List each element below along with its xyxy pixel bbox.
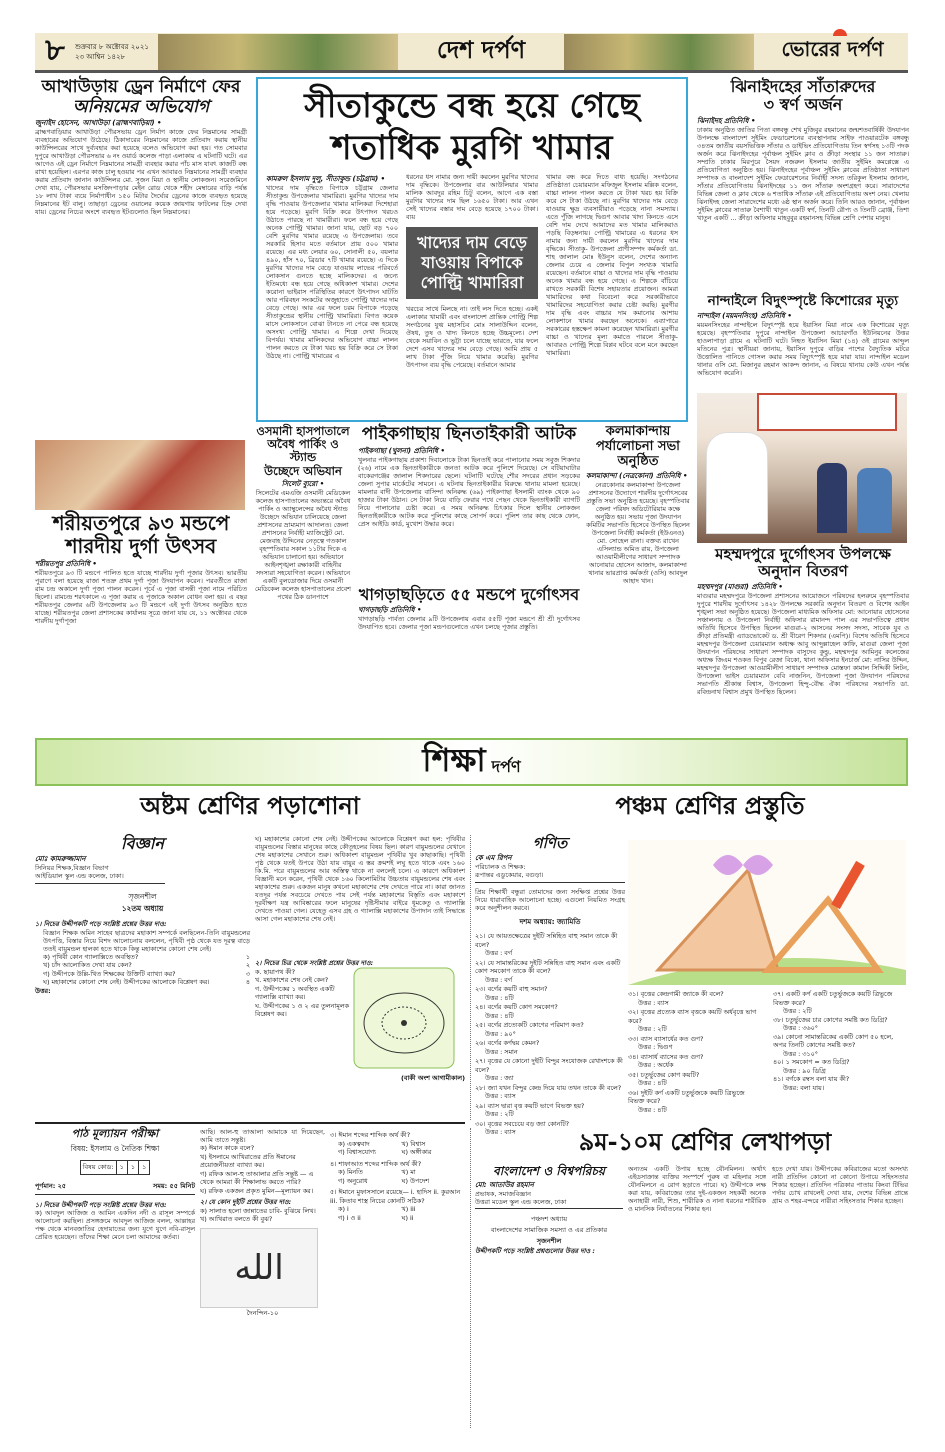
author-role: সিনিয়র শিক্ষক,বিজ্ঞান বিভাগ (35, 864, 109, 873)
qa-answer: উত্তর : ৪টি (638, 1105, 667, 1114)
question-stem: উদ্দীপকটি পড়ে সংশ্লিষ্ট প্রশ্নগুলোর উত্তর দাও : (475, 1246, 595, 1255)
test-title: পাঠ মূল্যায়ন পরীক্ষা (71, 1127, 159, 1140)
mcq-options (330, 1168, 465, 1185)
qa-answer: উত্তর : বর্গ (485, 949, 513, 958)
article-body: মাগুরার মহম্মদপুরে উপজেলা প্রশাসনের আয়োজনে পরিষদের হলরুমে বৃহস্পতিবার দুপুরে শারদীয় দুর্গোৎসব ১৪২৮ উপলক্ষে সরকারি অনুদান বিতরণ ও বিশেষ আইন শৃঙ্খলা সভা অনুষ্ঠিত হয়েছে। উপজেলা মাধ্যমিক অফিসার মো: আনোয়ার হোসেনের সঞ্চালনায় ও উপজেলা নির্বাহী অফিসার রামানন্দ পাল এর সভাপতিত্বে প্রধান অতিথি হিসেবে উপস্থিত ছিলেন মাগুরা-২ আসনের সংসদ সদস্য, সাবেক যুব ও ক্রীড়া প্রতিমন্ত্রী এ্যাডভোকেট ড. শ্রী বীরেণ শিকদার (এমপি)। বিশেষ অতিথি হিসেবে মহম্মদপুর উপজেলা চেয়ারম্যান অধ্যক্ষ আবু আব্দুল্লাহেল কাফি, মাগুরা জেলা পূজা উদযাপন পরিষদের সাধারণ সম্পাদক বাসুদেব কুন্ডু, মহম্মদপুর আমিনুর কলেজের অধ্যক্ষ জিএম শওকত বিপুব রেজা বিকো, থানা অফিসার ইনচার্জ মো: নাসির উদ্দিন, মহম্মদপুর উপজেলা আওয়ামীলীগ সাধারণ সম্পাদক মোস্তফা কামাল সিদ্দিকী লিটন, উপজেলা ভাইস চেয়ারম্যান বেবি নাজনিন, উপজেলা পূজা উদযাপন পরিষদের সভাপতি শ্রীকান্ত বিশ্বাস, উপজেলা হিন্দু-বৌদ্ধ ঐক্য পরিষদের সভাপতি ডা. রবিন্দ্রনাথ বিশ্বাস প্রমুখ উপস্থিত ছিলেন। (697, 591, 909, 696)
question-part: গ) রফিক আল-হু তাআলার প্রতি সন্তুষ্ট — এ থেকে আমরা কী শিক্ষালাভ করতে পারি? (200, 1169, 314, 1186)
qa-question: ২৭। বৃত্তের যে কোনো দুইটি বিন্দুর সংযোজক রেখাংশকে কী বলে? (475, 1057, 623, 1074)
page-number: ৮ (45, 33, 65, 68)
intro-text: প্রিয় শিক্ষার্থী বন্ধুরা তোমাদের জন্য সংক্ষিপ্ত প্রশ্নের উত্তর নিয়ে ধারাবাহিক আলোচনা হচ্ছে। এগুলো নিয়মিত সংগ্রহ করে অনুশীলন করবে। (475, 888, 625, 913)
headline (35, 512, 247, 558)
headline-line: কলমাকান্দায় (605, 424, 671, 439)
author: মো: আতাউর রহমান (475, 1180, 534, 1189)
headline: পাইকগাছায় ছিনতাইকারী আটক (361, 424, 577, 444)
article-nandail (697, 294, 909, 390)
headline-line: শতাধিক মুরগি খামার (331, 128, 613, 168)
chapter-label: দশম অধ্যায়: জ্যামিতি (519, 918, 581, 927)
byline: ঝিনাইদহ প্রতিনিধি • (697, 116, 756, 125)
byline: শরীয়তপুর প্রতিনিধি • (35, 560, 97, 568)
mcq-option: ঘ) উপদেশ (401, 1176, 429, 1185)
article-akhaura (35, 78, 247, 438)
part-text: খ) চাঁদ আলোকিত দেখা যায় কেন? (43, 961, 132, 970)
class910-title: ৯ম-১০ম শ্রেণির লেখাপড়া (578, 1127, 832, 1156)
question-part: ঘ) রফিক একজন প্রকৃত মুমিন—মূল্যায়ন কর। (200, 1186, 313, 1195)
officer-figure (817, 463, 847, 533)
article-body: ব্রাহ্মণবাড়িয়ার আখাউড়া পৌরসভায় ড্রেন নির্মাণ কাজে ফের নিম্নমানের সামগ্রী ব্যবহারের অভিযোগ উঠেছে। ঠিকাদারের নিম্নমানের কাজে প্রতিবাদ করায় স্থানীয় কাউন্সিলরের সাথে দুর্ব্যবহার করা হয়েছে বলেও অভিযোগ করা হয়। গত সোমবার দুপুরে আখাউড়া পৌরসভার ৬ নং ওয়ার্ড কলেজ পাড়া এলাকায় এ ঘটনাটি ঘটে। এর আগেও এই ড্রেন নির্মাণে নিম্নমানের সামগ্রী ব্যবহার করার পাঁচ মাস যাবৎ কাজটি বন্ধ রাখা হয়েছিল। এরপর কাজ চালু হওয়ার পর এখন আবারও নিম্নমানের সামগ্রী ব্যবহার করায় প্রতিবাদ জানান কাউন্সিলর মো. সুজন মিয়া ও স্থানীয় লোকজন। সরেজমিনে দেখা যায়, পৌরসভার মসজিদপাড়ার মেইন রোড থেকে শহীদ মেম্বারের বাড়ি পর্যন্ত ১৮ লাখ টাকা ব্যয়ে নির্মাণাধীন ১৫০ মিটার দৈর্ঘ্যের ড্রেনের কাজে ব্যবহৃত হয়েছে নিম্নমানের ইট বালু। তাছাড়া ড্রেনের ওয়ালের কয়েক জায়গায় ফাটলের চিহ্ন দেখা যায়। ড্রেনের নিচের অংশে ব্যবহৃত ইটগুলোও ছিল নিম্নমানের। (35, 128, 247, 217)
question-stem: ১। নিচের উদ্দীপকটি পড়ে সংশ্লিষ্ট প্রশ্নের উত্তর দাও: (35, 920, 167, 929)
pull-quote-line: যাওয়ায় বিপাকে (421, 253, 523, 272)
class5-math-col (475, 834, 625, 1137)
byline: পাইকগাছা (খুলনা) প্রতিনিধি • (358, 446, 446, 455)
mcq-option: ঘ) অঙ্গীকার (401, 1148, 432, 1156)
qa-answer: উত্তর : অর্ধেক (638, 1061, 674, 1069)
qa-question: ৩৪। ব্যাসার্ধ ব্যাসের কত গুণ? (628, 1052, 704, 1061)
code-digit: ১ (117, 1160, 128, 1175)
headline: খাগড়াছড়িতে ৫৫ মন্ডপে দুর্গোৎসব (358, 585, 580, 604)
full-marks: পূর্ণমান: ২৫ (35, 1181, 67, 1190)
author: মোঃ কামরুজ্জামান (35, 855, 86, 864)
qa-question: ৩৫। চতুর্ভুজের কোণ কয়টি? (628, 1070, 700, 1079)
question-stem: ১। নিচের উদ্দীপকটি পড়ে সংশ্লিষ্ট প্রশ্নের উত্তর দাও: (35, 1200, 167, 1209)
headline-line: উচ্ছেদে অভিযান (264, 463, 342, 478)
attendee-figure (857, 468, 892, 533)
page-header (35, 33, 908, 73)
class8-title: অষ্টম শ্রেণির পড়াশোনা (140, 791, 360, 820)
mcq-options (330, 1140, 465, 1157)
byline: কামরুল ইসলাম দুলু, সীতাকুন্ড (চট্টগ্রাম) • (266, 175, 386, 183)
section-divider (35, 1122, 465, 1124)
qa-question: ২৩। বর্গের কয়টি বাহু সমান? (475, 985, 548, 994)
date-bengali: ২৩ আশ্বিন ১৪২৮ (75, 52, 126, 61)
part-text: গ) উদ্দীপকে উল্লি-খিত শিক্ষকের উক্তিটি ব্যাখ্যা কর? (43, 969, 176, 978)
qa-answer: উত্তর : ৪টি (485, 1011, 514, 1020)
article-body: খামার বন্ধ করে দিতে বাধ্য হয়েছি। সংগঠনের প্রতিষ্ঠাতা চেয়ারম্যান মফিজুল ইসলাম মল্লিক বলেন, বাচ্চা লালন পালন করতে যে টাকা খরচ হয় বিক্রি করে সে টাকা উঠছে না। মুরগির খাদ্যের দাম বেড়ে যাওয়ায় ক্ষুদ্র ব্যবসায়ীরাও পড়েছে নানা সমস্যায়। এতে পুঁজি লাগছে দ্বিগুণ আবার খাদ্য কিনতে এসে বেশি দাম দেখে আমাদের মত খামার মালিকরাও পড়ছি বিড়ম্বনায়। পোল্ট্রি খামারের এ ধরনের ধস নামার জন্য দায়ী করলেন মুরগির খাদ্যের দাম বৃদ্ধিকে। সীতাকু- উপজেলা প্রাণীসম্পদ কর্মকর্তা ডা. শাহ জালাল মোঃ ইউনুস বলেন, দেশের অন্যান্য জেলার চেয়ে এ জেলার বিপুল সংখ্যক খামারি রয়েছেন। বর্তমানে বাচ্চা ও খাদ্যের দাম বৃদ্ধি পাওয়ায় অনেক খামার বন্ধ হয়ে গেছে। এ শিল্পকে বাঁচিয়ে রাখতে সরকারী বিশেষ সহায়তার প্রয়োজন। আমরা খামারিদের কথা বিবেচনা করে সরকারীভাবে খামারিদের সহযোগিতা করার চেষ্টা করছি। মুরগীর দাম বৃদ্ধি এবং বাচ্চার দাম কমানোর আশায় লোকশানে খামার করছেন অনেকে। এব্যাপারে সরকারের হস্তক্ষেপ কামনা করেছেন খামারিরা। মুরগীর বাচ্চা ও খাদ্যের মূল্য কমাতে পারলে সীতাকু- আবারও পোল্ট্রি শিল্পে বিপ্লব ঘটবে বলে মনে করছেন খামারিরা। (546, 173, 678, 357)
subject-title: বিজ্ঞান (121, 834, 164, 853)
lead-headline (266, 85, 678, 169)
class910-col1 (475, 1165, 623, 1425)
question-part (43, 961, 250, 970)
qa-question: ২৯। ব্যাস দ্বারা বৃত্ত কয়টি ভাগে বিভক্ত হয়? (475, 1101, 585, 1110)
subject-title: বাংলাদেশ ও বিশ্বপরিচয় (493, 1164, 605, 1178)
article-body: নেত্রকোনার কলমাকান্দা উপজেলা প্রশাসনের উদ্যোগে শারদীয় দুর্গোৎসবের প্রস্তুতি সভা অনুষ্ঠিত হয়েছে। বৃহস্পতিবার জেলা পরিষদ অডিটোরিয়াম কক্ষে অনুষ্ঠিত হয়। সভায় পূজা উদযাপন কমিটির সভাপতি হিসেবে উপস্থিত ছিলেন উপজেলা নির্বাহী কর্মকর্তা (ইউএনও) মো. সোহেল রানা। বক্তব্য রাখেন এসিল্যান্ড অমিত রায়, উপজেলা আওয়ামীলীগের সাধারণ সম্পাদক আনোয়ার হোসেন আজাদ, কলমাকান্দা থানার ভারপ্রাপ্ত কর্মকর্তা (ওসি) আবদুল আহাদ খান। (586, 480, 690, 585)
question-part: ক. ছায়াপথ কী? (255, 967, 296, 976)
headline (697, 546, 909, 581)
article-khagrachari (358, 586, 580, 736)
author-school: আইডিয়াল স্কুল এন্ড কলেজ, ঢাকা। (35, 872, 165, 884)
headline (586, 425, 690, 470)
part-text: ঘ) মহাকাশের কোনো শেষ নেই। উদ্দীপকের আলোকে বিশ্লেষণ কর। (43, 978, 210, 987)
headline (35, 78, 247, 117)
byline: সিলেট ব্যুরো • (281, 479, 325, 488)
header-photo-strip-right (564, 34, 754, 70)
mcq-option: খ) iii (401, 1205, 416, 1213)
event-banner (757, 393, 897, 431)
question-part: ক) ঈমান কাকে বলে? (200, 1144, 255, 1152)
article-paikgacha (358, 425, 580, 583)
article-body: খুলনার পাইকগাছায় প্রকাশ্য দিবালোকে টাকা ছিনতাই করে পালানোর সময় সবুজ শিকদার (২৬) নামে এক ছিনতাইকারীকে জনতা আটক করে পুলিশে দিয়েছে। সে বটিয়াঘাটার বাকেরগঞ্জের জালাল শিকদারের ছেলে। ঘটনাটি ঘটেছে শৌর সদরের প্রধান সড়কের জেলা সুপার মার্কেটের সামনে। এ ঘটনায় ছিনতাইকারীর বিরুদ্ধে থানায় মামলা হয়েছে। মামলার বাদী উপজেলার বাসিন্দা অনিরুদ্ধ (৬৯) পাইকগাছা ইসলামী ব্যাংক থেকে ৯০ হাজার টাকা উঠান। সে টাকা নিয়ে বাড়ি ফেরার পথে পেছন থেকে ছিনতাইকারী ব্যাগটি নিয়ে পালানোর চেষ্টা করে। এ সময় অনিরুদ্ধ চিৎকার দিলে স্থানীয় লোকজন ছিনতাইকারীকে আটক করে পুলিশের কাছে সোপর্দ করে। পুলিশ তার কাছ থেকে ফোন, প্রেস আইডি কার্ড, মুখোশ উদ্ধার করে। (358, 455, 580, 528)
qa-answer: উত্তর : ব্যাস (638, 998, 669, 1007)
qa-question: ৩৩। ব্যাস ব্যাসার্ধের কত গুণ? (628, 1034, 704, 1043)
answer-text: ঘ) মহাকাশের কোনো শেষ নেই। উদ্দীপকের আলোকে বিশ্লেষণ করা হল: পৃথিবীর বায়ুমন্ডলের বিস্তার মানুষের কাছে কৌতূহলের বিষয় ছিল। কারণ বায়ুমন্ডলের যেখানে শেষ মহাকাশের সেখানে শুরু। অধিকাংশ বায়ুমন্ডল পৃথিবীর খুব কাছাকাছি। পৃথিবী পৃষ্ঠ থেকে যতই উপরে উঠা যায় বায়ুর এ স্তর ক্রমশই লঘু হতে থাকে এবং ১৬০ কি.মি. পরে বায়ুমন্ডলের আর অস্তিত্ব থাকে না বললেই চলে। এ কারণে অধিকাংশ বিজ্ঞানী মনে করেন, পৃথিবী থেকে ১৬০ কিলোমিটার উচ্চতায় বায়ুমন্ডলের শেষ এবং মহাকাশের শুরু। একজন মানুষ কখনো মহাকাশের শেষ দেখতে পারে না। কারা জানত যতদূর পর্যন্ত সবচেয়ে দেখতে পায় সেই পর্যন্ত মহাকাশের বিস্তৃতি এবং মহাকাশে দূরবীক্ষণ যন্ত্র আবিষ্কারের ফলে মানুষের দৃষ্টিসীমার বাইরে ধূমকেতু ও গ্যালাক্সি দেখতে পাওয়া গেল। যেহেতু এসব গ্রহ ও গ্যালাক্সি মহাকাশের উপাদান তাই সিদ্ধান্তে আসা গেল মহাকাশের শেষ নেই। (255, 835, 465, 923)
mcq-options (330, 1205, 465, 1222)
qa-question: ৪১। বর্গকে রম্বস বলা যায় কী? (773, 1075, 850, 1083)
durga-idol-photo (35, 440, 245, 510)
article-body: খরচের সাথে মিলছে না। তাই লস দিতে হচ্ছে। একই এলাকার খামারী এবং বাংলাদেশ প্রান্তিক পোল্ট্রি শিল্প সংগঠনের যুগ্ম মহাসচিব মোঃ সালাউদ্দিন বলেন, ঔষধ, তুষ ও খাদ্য কিনতে হচ্ছে উচ্চমূল্যে। দেশ থেকে সয়াবিন ও ভুট্টা চলে যাচ্ছে ভারতে, যার ফলে দেশে এসব খাদ্যের দাম বেড়ে গেছে। আমি প্রায় ৫ লাখ টাকা পুঁজি নিয়ে খামার করেছি। মুরগির উৎপাদন ব্যয় বৃদ্ধি পেয়েছে। বর্তমানে আমার (406, 305, 538, 369)
test-col2 (200, 1128, 325, 1428)
question-part: খ) আখিরাত বলতে কী বুঝ? (200, 1215, 273, 1223)
pull-quote-line: খাদ্যের দাম বেড়ে (417, 233, 527, 252)
author: কে এম রিপন (475, 854, 512, 863)
mcq-option: খ) বিশ্বাস (401, 1139, 426, 1148)
question-part: খ. মহাকাশের শেষ নেই কেন? (255, 976, 329, 984)
time-limit: সময়: ৫৫ মিনিট (152, 1181, 195, 1190)
headline-line: অনুদান বিতরণ (758, 562, 848, 581)
byline: জুনাইদ হোসেন, আখাউড়া (ব্রাহ্মণবাড়িয়া) • (35, 119, 162, 128)
class5-title: পঞ্চম শ্রেণির প্রস্তুতি (615, 791, 805, 820)
headline-line: ঝিনাইদহের সাঁতারুদের (730, 77, 876, 96)
galaxy-diagram (354, 968, 454, 1068)
qa-question: ২৪। বর্গের কয়টি কোণ সমকোণ? (475, 1003, 558, 1012)
chapter-label: পঞ্চদশ অধ্যায় (530, 1214, 568, 1223)
class5-qa-right (628, 990, 908, 1115)
author-school: উত্তরা মডেল স্কুল এন্ড কলেজ, ঢাকা (475, 1198, 623, 1209)
question-stem: ২। যে কোন দুইটি প্রশ্নের উত্তর দাও: (200, 1198, 292, 1206)
question-text: ক) আবদুল আজিজ ও আমিন একদিন নদী ও রাসূল সম্পর্কে আলোচনা করছিল। প্রসঙ্গক্রমে আবদুল আজিজ বলল, আল্লাহর পক্ষ থেকে মানবজাতির হেদায়াতের জন্য যুগে যুগে নবি-রাসূল প্রেরিত হয়েছেন। তাঁদের শিক্ষা মেনে চলা আমাদের কর্তব্য। (35, 1209, 195, 1242)
mcq-question: ৫। ঈমানে মুফাসসালে রয়েছে— i. হাদিস ii. কুরআন iii. কিতাব শাস্ত্র নিচের কোনটি সঠিক? (330, 1188, 461, 1205)
question-parts (200, 1207, 325, 1224)
column-divider (470, 835, 471, 1120)
qa-answer: উত্তর : ৩৬০° (783, 1024, 818, 1032)
article-body: খাদ্যের দাম বৃদ্ধিতে বিপাকে চট্টগ্রাম জেলার সীতাকুন্ড উপজেলার খামারিরা। মুরগির খাদ্যের দাম বৃদ্ধি পাওয়ায় উপজেলার খামার মালিকরা দিশেহারা হয়ে পড়েছে। মুরগি বিক্রি করে উৎপাদন খরচও উঠাতে পারছে না খামারীরা। ফলে বন্ধ হয়ে গেছে অনেক পোল্ট্রি খামার। জানা যায়, ছোট বড় ৭০০ বেশি মুরগির খামার রয়েছে এ উপজেলায়। তবে সরকারি হিসাব মতে বর্তমানে প্রায় ৫০০ খামার রয়েছে। এর মধ্য লেয়ার ৬০, সোনালী ৫০, বয়লার ৪৯০, হাঁস ৭০, ব্রিডার ৭টি খামার রয়েছে। এ দিকে মুরগির খাদ্যের দাম বেড়ে যাওয়ায় লাভের পরিবর্তে লোকসান গুনতে হচ্ছে মালিকদের। এ জন্যে ইতিমধ্যে বন্ধ হয়ে গেছে অধিকাংশ খামার। দেশের করোনা ভাইরাস পরিস্থিতির কারণে উৎপাদন ঘাটতি আর পরিবহন সংকটের অজুহাতে পোল্ট্রি খাদ্যের দাম বেড়ে গেছে। আর এর ফলে চরম বিপাকে পড়েছে সীতাকুন্ডের স্থানীয় পোল্ট্রি খামারিরা। বিগত কয়েক মাসে লোকসানে বোঝা টানতে না পেরে বন্ধ হয়েছে অসংখ্য পোল্ট্রি খামার। এ শিল্পে দেখা দিয়েছে বিপর্যয়। খামার মালিকদের অভিযোগ বাচ্চা লালন পালন করতে যে টাকা খরচ হয় বিক্রি করে সে টাকা উঠছে না। পোল্ট্রি খামারের এ (266, 184, 398, 360)
part-marks: ১ (245, 952, 250, 961)
qa-question: ২২। যে সামান্তরিকের দুইটি সন্নিহিত বাহু সমান এবং একটি কোণ সমকোণ তাকে কী বলে? (475, 958, 621, 976)
qa-answer: উত্তর : দ্বিগুণ (638, 1043, 673, 1051)
author-org: রূপান্তর এডুকেয়ার, বগুড়া। (475, 871, 625, 883)
part-text: ক) পৃথিবী কোন গ্যালাক্সিতে অবস্থিত? (43, 952, 139, 961)
qa-answer: উত্তর : সমান (485, 1047, 518, 1056)
section-label: সৃজনশীল (128, 892, 157, 902)
headline-line: ওসমানী হাসপাতালে (256, 424, 350, 438)
mcq-question: ৩। ঈমান শব্দের শাব্দিক অর্থ কী? (330, 1131, 411, 1139)
article-kalmakanda (586, 425, 690, 735)
headline-line: মহম্মদপুরে দুর্গোৎসব উপলক্ষে (715, 545, 891, 563)
mcq-option: ক) i (338, 1205, 349, 1213)
qa-answer: উত্তর : ২টি (485, 1110, 514, 1119)
lead-article-sitakunda (256, 77, 688, 422)
qa-question: ৩০। বৃত্তের সবচেয়ে বড় জ্যা কোনটি? (475, 1119, 570, 1128)
question-text: আছি। আল-হু তাআলা আমাকে যা দিয়েছেন, আমি তাতে সন্তুষ্ট। (200, 1128, 325, 1144)
headline-line: অবৈধ পার্কিং ও স্ট্যান্ড (267, 437, 339, 465)
section-title: দেশ দর্পণ (436, 34, 526, 64)
qa-answer: উত্তর : ৯০ ডিগ্রি (783, 1066, 826, 1075)
byline: কলমাকান্দা (নেত্রকোনা) প্রতিনিধি • (586, 471, 688, 480)
shiksha-darpan-banner (35, 738, 908, 786)
question-part: ক) সালাত হলো জান্নাতের চাবি- বুঝিয়ে লিখ। (200, 1206, 316, 1215)
headline-line: ৩ স্বর্ণ অর্জন (763, 95, 843, 115)
part-marks: ৩ (245, 969, 250, 978)
pull-quote-line: পোল্ট্রি খামারিরা (420, 273, 524, 292)
qa-question: ৩১। বৃত্তের কেন্দ্রগামী জ্যাকে কী বলে? (628, 990, 724, 998)
mcq-option: গ) অনুরোধ (338, 1176, 368, 1185)
article-body: খাগড়াছড়ি পার্বত্য জেলার ৯টি উপজেলায় এবার ৫৫টি পূজা মন্ডপে শ্রী শ্রী দুর্গোৎসব উদযাপিত হবে। জেলার পূজা মন্ডপগুলোতে এখন চলছে পূজার প্রস্তুতি। (358, 615, 580, 632)
date-gregorian: শুক্রবার ৮ অক্টোবর ২০২১ (75, 42, 149, 51)
mcq-option: ক) একত্ববাদ (338, 1139, 370, 1148)
qa-list (773, 990, 908, 1115)
question-part (43, 978, 250, 987)
header-photo-strip-left (158, 34, 398, 70)
chapter-label: ১২তম অধ্যায় (121, 904, 164, 914)
qa-answer: উত্তর : ৪টি (485, 993, 514, 1002)
headline-line: অনুষ্ঠিত (617, 453, 659, 469)
test-col1 (35, 1128, 195, 1428)
subject-title: গণিত (532, 834, 568, 852)
qa-question: ৩৭। একটি কর্ণ একটি চতুর্ভুজকে কয়টি ত্রিভুজে বিভক্ত করে? (773, 990, 893, 1007)
article-body: শরীয়তপুরে ৯৩ টি মন্ডপে পালিত হতে যাচ্ছে শারদীয় দুর্গা পূজার উৎসব। ভারতীয় পুরাণে বলা হয়েছে রাজা শতদ্রু প্রথম দুর্গা পূজা উদযাপন করেন। পরবর্তীতে রাজা রাম চন্দ্র অকালে দুর্গা পূজা পালন করেন। পূর্বে এ পূজা বাসন্তী পূজা নামে পরিচিত ছিলো। রামচন্দ্র শরৎকালে এ পূজা করায় এ পূজাকে অকাল বোধন বলা হয়। এ বছর শরীয়তপুর জেলার ৬টি উপজেলায় ৯৩ টি মন্ডপে এই দুর্গা উৎসব অনুষ্ঠিত হতে যাচ্ছে। শরীয়তপুর জেলা প্রশাসকের কার্যালয় সূত্রে জানা যায় যে, ১১ অক্টোবর থেকে শারদীয় দুর্গাপূজা (35, 569, 247, 625)
banner-subtitle: দর্পণ (491, 756, 521, 776)
qa-question: ৩৮। চতুর্ভুজের চার কোণের সমষ্টি কত ডিগ্রি? (773, 1015, 888, 1024)
mcq-option: গ) বিশ্বাসযোগ্য (338, 1148, 376, 1156)
code-digit: ১ (139, 1160, 150, 1175)
subject-code (35, 1160, 195, 1175)
headline (697, 78, 909, 115)
question-part: গ. উদ্দীপকের ১ অবস্থিত একটি গ্যালাক্সি ব্যাখ্যা কর। (255, 984, 335, 1001)
article-body: ধরনের ধস নামার জন্য দায়ী করলেন মুরগির খাদ্যের দাম বৃদ্ধিকে। উপজেলার বার আউলিয়ার খামার মালিক আবদুর রহিম চিটু বলেন, আগে এক বস্তা মুরগির খাদ্যের দাম ছিল ১৬৫০ টাকা। আর এখন সেই খাদ্যের বস্তার দাম বেড়ে হয়েছে ১৭০০ টাকা। ব্যয় (406, 173, 538, 221)
question-part (43, 953, 250, 962)
geometry-illustration (628, 840, 906, 985)
headline-line: অনিয়মের অভিযোগ (72, 96, 210, 117)
qa-question: ২৮। জ্যা যখন বিন্দুর কেন্দ্র দিয়ে যায় তখন তাকে কী বলে? (475, 1083, 622, 1092)
qa-list (475, 932, 625, 1137)
mcq-option: খ) মা (401, 1168, 416, 1176)
qa-answer: উত্তর: বলা যায়। (783, 1083, 825, 1092)
question-text: বিজ্ঞান শিক্ষক অমিন সাহেব ছাত্রদের মহাকাশ সম্পর্কে বলছিলেন-তিনি বায়ুমন্ডলের উৎপত্তি, বিস্তার নিয়ে বিশদ আলোচনায় বললেন, পৃথিবী পৃষ্ঠ থেকে যত দূরত্ব বাড়ে ততই বায়ুমন্ডল হালকা হতে থাকে কিন্তু মহাকাশের কোনো শেষ নেই। (43, 928, 250, 953)
test-col3-mcq (330, 1128, 465, 1428)
question-parts (255, 968, 350, 1068)
author-role: পরিচালক ও শিক্ষক: (475, 863, 526, 872)
qa-answer: উত্তর : ২টি (783, 1007, 812, 1015)
pull-quote-box (406, 227, 538, 299)
qa-question: ২৫। বর্গের প্রত্যেকটি কোণের পরিমাণ কত? (475, 1021, 584, 1030)
column-1 (266, 173, 398, 413)
test-subject: বিষয়: ইসলাম ও নৈতিক শিক্ষা (70, 1143, 160, 1153)
mcq-option: ক) মিনতি (338, 1168, 363, 1176)
headline-line: শরীয়তপুরে ৯৩ মন্ডপে (52, 511, 230, 535)
image-caption: দৈনন্দিন-১০ (246, 1308, 279, 1317)
question-parts (35, 953, 250, 987)
qa-question: ২১। যে আয়তক্ষেত্রের দুইটি সন্নিহিত বাহু সমান তাকে কী বলে? (475, 932, 618, 949)
part-marks: ৪ (245, 978, 250, 987)
column-3 (546, 173, 678, 413)
qa-answer: উত্তর : ২টি (638, 1025, 667, 1033)
class910-col2: অন্যতম একটি উপায় হচ্ছে যৌনমিলন। অর্থাৎ এইডসাক্রান্ত ব্যক্তির সংস্পর্শে পুরুষ বা মহিলার সঙ্গে যৌনমিলনে এ রোগ ছড়াতে পারে। ঘ) উদ্দীপকে লক্ষ করা যায়, কবিরাজের তার দুই-একজন সহকর্মী অনেক অনাহারী নারী, শিশু, শারীরিক ও নানা ধরনের শারীরিক ও মানসিক নির্যাতনের শিকার হন। (628, 1165, 766, 1213)
mcq-option: গ) i ও ii (338, 1213, 361, 1222)
article-jhenaidah (697, 78, 909, 290)
qa-answer: উত্তর : ব্যাস (485, 1128, 516, 1137)
calligraphy-text: الله (234, 1247, 284, 1288)
meeting-photo (697, 393, 907, 543)
class8-science-col1 (35, 835, 250, 1120)
code-label: বিষয় কোড: (80, 1160, 117, 1175)
mcq-option: ঘ) ii (401, 1213, 414, 1222)
question-part: খ) ইসলামে আখিরাতের প্রতি ঈমানের প্রয়োজনীয়তা ব্যাখ্যা কর। (200, 1152, 296, 1169)
qa-answer: উত্তর : ৪টি (638, 1079, 667, 1087)
headline-line: আখাউড়ায় ড্রেন নির্মাণে ফের (41, 77, 241, 97)
article-body: ঢাকায় অনুষ্ঠিত জাতির পিতা বঙ্গবন্ধু শেখ মুজিবুর রহমানের জন্মশতবার্ষিকী উদযাপন উপলক্ষে বাংলাদেশ সুইমিং ফেডারেশনের ব্যবস্থাপনায় সাইফ পাওয়ারটেক বঙ্গবন্ধু ৩৪তম জাতীয় বয়সভিত্তিক সাঁতার ও ডাইভিং প্রতিযোগিতায় তিন স্বর্ণসহ ১৩টি পদক অর্জন করে ঝিনাইদহের পূর্বাঞ্চল সুইমিং ক্লাব ও ক্রীড়া সংস্থার ১১ জন সাতারু। সম্প্রতি ঢাকার মিরপুরে সৈয়দ নজরুল ইসলাম জাতীয় সুইমিং কমপ্লেক্সে এ প্রতিযোগিতা অনুষ্ঠিত হয়। ঝিনাইদহের পূর্বাঞ্চল সুইমিং ক্লাবের প্রতিষ্ঠাতা সাধারণ সম্পাদক ও বাংলাদেশ সুইমিং ফেডারেশনের নির্বাহী সদস্য তরিকুল ইসলাম জানান, সাঁতার প্রতিযোগিতায় ঝিনাইদহের ১১ জন সাঁতারু অংশগ্রহণ করে। সারাদেশের বিভিন্ন জেলা ও ক্লাব থেকে ৬ শতাধিক সাঁতারু এই প্রতিযোগিতায় অংশ নেয়। খেলায় ঝিনাইদহ জেলা সারাদেশের মধ্যে ৬ষ্ঠ স্থান অর্জন করে। তিনি আরও জানান, পূর্বাঞ্চল সুইমিং ক্লাবের সাতারু বৈশাখী খাতুন একটি স্বর্ণ, তিনটি রৌপ্য ও তিনটি ব্রোঞ্জ, তিশা খাতুন একটি ... ক্রীড়া অফিসার মাহবুবুর রহমানসহ বিভিন্ন শ্রেণি পেশার মানুষ। (697, 125, 909, 222)
speaker-figure (707, 433, 767, 533)
qa-list (628, 990, 763, 1115)
headline-line: পর্যালোচনা সভা (596, 438, 680, 454)
dateline (75, 42, 155, 62)
question-part: ঘ. উদ্দীপকের ১ ও ২ এর তুলনামূলক বিশ্লেষণ কর। (255, 1001, 349, 1018)
qa-question: ২৬। বর্গের কর্ণদ্বয় কেমন? (475, 1039, 540, 1048)
sun-icon (833, 29, 847, 36)
logo-text: ভোরের দর্পণ (781, 37, 884, 61)
byline: নান্দাইল (ময়মনসিংহ) প্রতিনিধি • (697, 311, 792, 320)
question-part (43, 970, 250, 979)
qa-question: ৩২। বৃত্তের প্রত্যেক ব্যাস বৃত্তকে কয়টি অর্ধবৃত্তে ভাগ করে? (628, 1008, 757, 1025)
banner-title: শিক্ষা (422, 741, 486, 779)
byline: মহম্মদপুর (মাগুরা) প্রতিনিধি • (697, 582, 783, 591)
newspaper-logo (757, 35, 908, 68)
article-osmani (255, 425, 351, 735)
chapter-title: বাংলাদেশের সামাজিক সমস্যা ও এর প্রতিকার (490, 1225, 608, 1234)
column-divider (470, 1128, 471, 1428)
article-mohammadpur (697, 546, 909, 736)
class910-col3: হতে দেখা যায়। উদ্দীপকের কবিরাজের মতো অসংখ্য নারী প্রতিদিন কোনো না কোনো উপায়ে সহিংসতার শিকার হচ্ছেন। প্রতিদিন পত্রিকার পাতায় কিংবা টিভির পর্দায় চোখ রাখলেই দেখা যায়, দেশের বিভিন্ন প্রান্তে গ্রাম ও শহর-বন্দরে নারীরা সহিংসতার শিকার হচ্ছেন। (772, 1165, 908, 1205)
author-role: প্রভাষক, সমাজবিজ্ঞান (475, 1189, 531, 1198)
code-digit: ১ (128, 1160, 139, 1175)
answer-label: উত্তর: (35, 986, 51, 995)
qa-question: ৩৯। কোনো সামান্তরিকের একটি কোণ ৫০ হলে, অপর তিনটি কোণের সমষ্টি কত? (773, 1032, 894, 1049)
center-point (401, 1020, 407, 1026)
qa-answer: উত্তর : ৯০° (485, 1029, 516, 1038)
article-shariatpur (35, 512, 247, 737)
column-2 (406, 173, 538, 413)
qa-answer: উত্তর : বর্গ (485, 975, 513, 984)
qa-answer: উত্তর : জ্যা (485, 1074, 514, 1083)
headline (255, 425, 351, 478)
class8-science-col2 (255, 835, 465, 1120)
mcq-question: ৪। শাফাআত শব্দের শাব্দিক অর্থ কী? (330, 1159, 422, 1168)
qa-answer: উত্তর : ব্যাস (485, 1092, 516, 1101)
continued-note: (বাকী অংশ আগামীকাল) (400, 1073, 465, 1082)
calligraphy-image (200, 1228, 318, 1308)
qa-question: ৪০। ১ সমকোণ = কত ডিগ্রি? (773, 1058, 850, 1066)
article-body: সিলেটের এমএজি ওসমানী মেডিকেল কলেজ হাসপাতালের অভ্যন্তরে অবৈধ পার্কিং ও অ্যাম্বুলেন্সের অবৈধ স্ট্যান্ড উচ্ছেদে অভিযান চালিয়েছে জেলা প্রশাসনের ভ্রাম্যমাণ আদালত। জেলা প্রশাসনের নির্বাহী ম্যাজিস্ট্রেট মো. মেজবাহ উদ্দিনের নেতৃত্বে গতকাল বৃহস্পতিবার সকাল ১১টার দিকে এ অভিযান চালানো হয়। অভিযানে আইনশৃঙ্খলা রক্ষাকারী বাহিনীর সদস্যরা সহযোগিতা করেন। অভিযানে একটি বুলডোজার দিয়ে ওসমানী মেডিকেল কলেজ হাসপাতালের প্রবেশ পথের ঠিক ডানপাশে (255, 488, 351, 601)
headline: নান্দাইলে বিদুৎস্পৃষ্টে কিশোরের মৃত্যু (707, 293, 899, 309)
question-stem: ২। নিচের চিত্র থেকে সংশ্লিষ্ট প্রশ্নের উত্তর দাও: (255, 959, 374, 967)
qa-question: ৩৬। দুইটি কর্ণ একটি চতুর্ভুজকে কয়টি ত্রিভুজে বিভক্ত করে? (628, 1088, 745, 1105)
byline: খাগড়াছড়ি প্রতিনিধি • (358, 606, 422, 615)
article-body: ময়মনসিংহের নান্দাইলে বিদুৎস্পৃষ্ট হয়ে ইয়াসিন মিয়া নামে এক কিশোরের মৃত্যু হয়েছে। বৃহস্পতিবার দুপুরে নান্দাইল উপজেলা আচারগাঁও ইউনিয়নের উত্তর হাওলাপাড়া গ্রামে এ ঘটনাটি ঘটে। নিহত ইয়াসিন মিয়া (১৪) ওই গ্রামের আব্দুল মতিনের পুত্র। স্থানীয়রা জানায়, ইয়াসিন দুপুরে বাড়ির পাশের বৈদ্যুতিক মটরে উত্তোলিত পানিতে গোসল করার সময় বিদ্যুৎস্পৃষ্ট হয়ে মারা যায়। নান্দাইল মডেল থানার ওসি মো. মিজানুর রহমান আকন্দ জানান, এ বিষয়ে থানায় কেউ এখন পর্যন্ত অভিযোগ করেনি। (697, 320, 909, 377)
section-label: সৃজনশীল (536, 1236, 562, 1245)
question-parts (200, 1144, 325, 1195)
headline-line: সীতাকুন্ডে বন্ধ হয়ে গেছে (304, 86, 640, 126)
part-marks: ২ (245, 961, 250, 970)
qa-answer: উত্তর : ৩১০° (783, 1049, 818, 1058)
headline-line: শারদীয় দুর্গা উৎসব (65, 534, 217, 558)
